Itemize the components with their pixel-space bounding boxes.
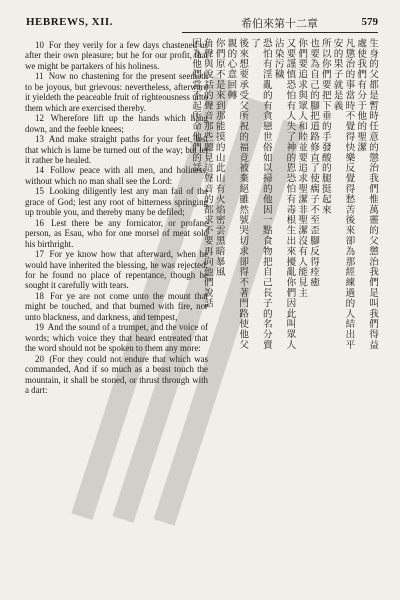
verse-number: 15 xyxy=(35,186,44,197)
page-number: 579 xyxy=(361,16,378,28)
verse-text: For ye are not come unto the mount that might be touched, and that burned with fire, nor unto blackness, and darkness, and tempest, xyxy=(25,290,208,322)
verse xyxy=(25,134,208,165)
verse-number: 13 xyxy=(35,134,44,145)
verse xyxy=(25,71,208,113)
verse xyxy=(25,291,208,322)
verse xyxy=(25,165,208,186)
chinese-line: 因為他們當不起所命他們的話 xyxy=(190,38,202,174)
verse xyxy=(25,249,208,291)
verse-number: 12 xyxy=(35,113,44,124)
verse-number: 10 xyxy=(35,40,44,50)
chinese-line: 後來想要承受父所祝的福竟被棄絕雖然號哭切求卻得不著門路使他父親的心意回轉 xyxy=(225,38,249,350)
chinese-line: 所以你們要把下垂的手發酸的腿挺起來 xyxy=(319,38,331,215)
verse xyxy=(25,186,208,217)
chinese-line: 生身的父都是暫時任意的懲治我們惟萬靈的父懲治我們是叫我們得益處使我們有分于他的聖潔 xyxy=(355,38,378,350)
chinese-line: 角聲與說話的聲音那些聽見這聲音的都求不要再向他們說話 xyxy=(201,38,213,309)
verse-number: 19 xyxy=(35,322,44,333)
chinese-line: 又要謹慎恐怕有人失了神的恩恐怕有毒根生出來擾亂你們因此叫眾人沾染污穢 xyxy=(272,38,296,350)
verse-number: 16 xyxy=(35,217,44,228)
verse-text: For ye know how that afterward, when he would have inherited the blessing, he was rejected: for he found no place of repentance, though he sought it carefully with tears. xyxy=(25,249,209,291)
verse-text: And make straight paths for your feet, lest that which is lame be turned out of the way; but let it rather be healed. xyxy=(25,134,208,165)
verse xyxy=(25,113,208,134)
verse-number: 11 xyxy=(35,71,44,82)
verse-text: Wherefore lift up the hands which hang down, and the feeble knees; xyxy=(25,113,209,134)
verse-text: Now no chastening for the present seemeth to be joyous, but grievous: nevertheless, afterward it yieldeth the peaceable fruit of righteousness unto them which are exercised thereby. xyxy=(25,71,209,113)
header-book-title: HEBREWS, XII. xyxy=(26,16,113,28)
verse-text: And the sound of a trumpet, and the voice of words; which voice they that heard entreated that the word should not be spoken to them any more: xyxy=(25,322,208,354)
chinese-line: 你們要追求與眾人和睦並要追求聖潔非聖潔沒有人能見主 xyxy=(296,38,308,298)
english-column xyxy=(25,40,208,595)
verse xyxy=(25,218,208,249)
verse-text: Looking diligently lest any man fail of the grace of God; lest any root of bitterness springing up trouble you, and thereby many be defiled; xyxy=(25,186,209,218)
chinese-line: 也要為自己的腳把道路修直了使瘸子不至歪腳反得痊癒 xyxy=(308,38,320,288)
header-rule xyxy=(182,32,378,33)
chinese-line: 恐怕有淫亂的有貪戀世俗如以掃的他因一點食物把自己長子的名分賣了 xyxy=(249,38,272,350)
chinese-line: 凡懲治的事當時不覺得快樂反覺得愁苦後來卻為那經練過的人結出平安的果子就是義 xyxy=(331,38,355,350)
verse xyxy=(25,354,208,396)
chinese-line: 你們原不是來到那能摸的山此山有火焰密雲黑暗暴風 xyxy=(213,38,225,278)
verse-number: 17 xyxy=(35,249,44,260)
header-chinese-title: 希伯來第十二章 xyxy=(241,17,318,30)
verse-number: 20 xyxy=(35,353,44,364)
verse xyxy=(25,40,208,71)
verse-text: Follow peace with all men, and holiness, without which no man shall see the Lord: xyxy=(25,165,208,186)
verse-text: Lest there be any fornicator, or profane person, as Esau, who for one morsel of meat sold his birthright. xyxy=(25,217,209,249)
verse-number: 18 xyxy=(35,290,44,301)
verse-text: (For they could not endure that which was commanded, And if so much as a beast touch the mountain, it shall be stoned, or thrust through with a dart: xyxy=(25,353,208,395)
verse-text: For they verily for a few days chastened us after their own pleasure; but he for our profit, that we might be partakers of his holiness. xyxy=(25,40,208,71)
verse xyxy=(25,322,208,353)
chinese-column xyxy=(190,38,378,358)
verse-number: 14 xyxy=(35,165,44,176)
